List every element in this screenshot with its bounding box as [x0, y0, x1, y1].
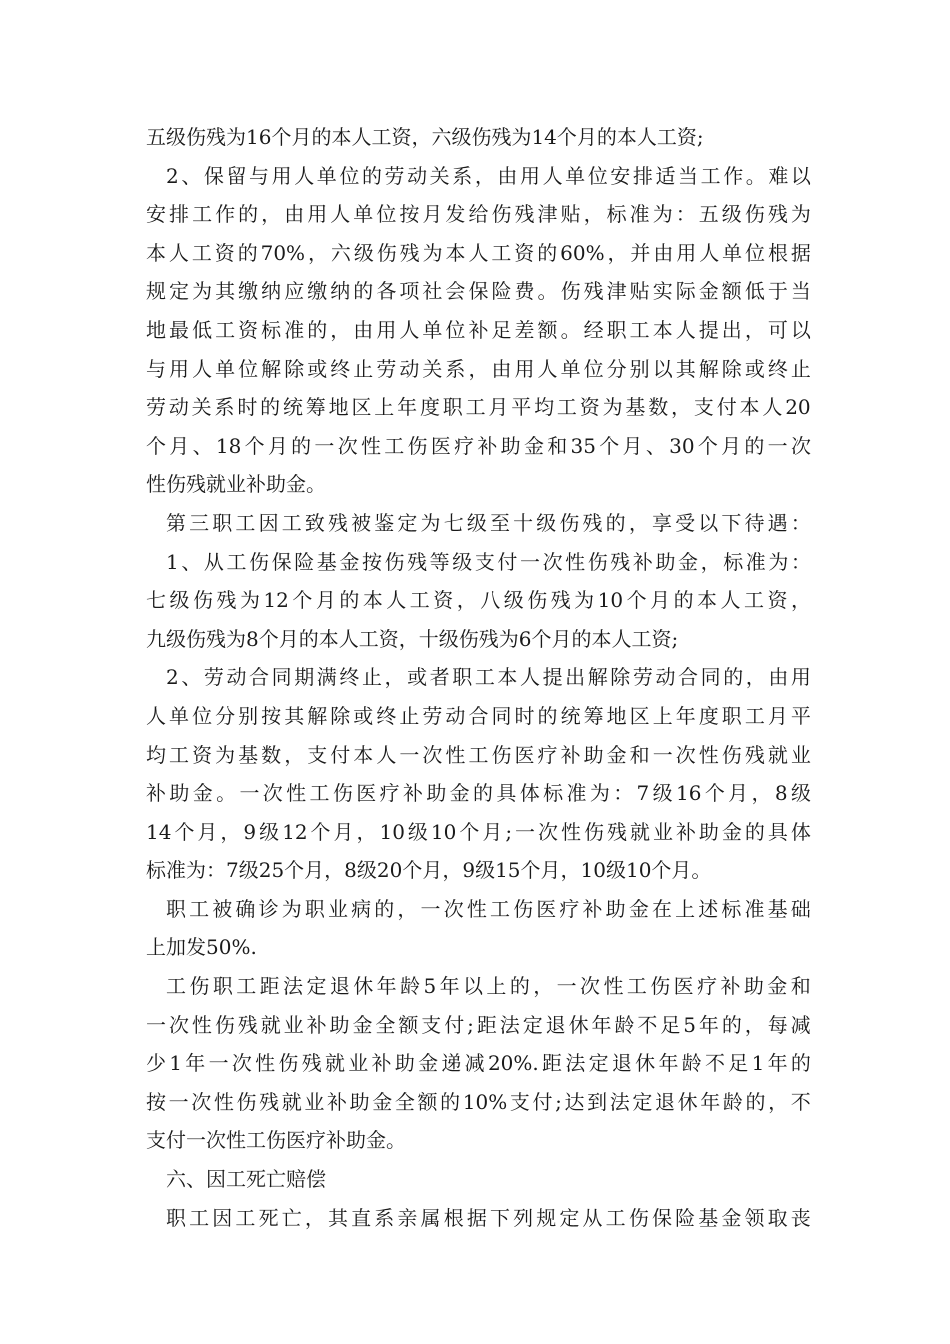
- text-line: 六、因工死亡赔偿: [166, 1167, 326, 1192]
- text-line: 规 定 为 其 缴 纳 应 缴 纳 的 各 项 社 会 保 险 费 。 伤 残 津 贴 实 际 金 额 低 于 当: [146, 279, 811, 304]
- text-line: 2 、 劳 动 合 同 期 满 终 止 ， 或 者 职 工 本 人 提 出 解 除 劳 动 合 同 的 ， 由 用: [166, 665, 811, 690]
- text-line: 均 工 资 为 基 数 ， 支 付 本 人 一 次 性 工 伤 医 疗 补 助 金 和 一 次 性 伤 残 就 业: [146, 742, 811, 767]
- text-line: 少 1 年 一 次 性 伤 残 就 业 补 助 金 递 减 20%. 距 法 定 退 休 年 龄 不 足 1 年 的: [146, 1051, 811, 1076]
- text-line: 按 一 次 性 伤 残 就 业 补 助 金 全 额 的 10% 支 付 ; 达 到 法 定 退 休 年 龄 的 ， 不: [146, 1089, 811, 1114]
- text-line: 职 工 因 工 死 亡 ， 其 直 系 亲 属 根 据 下 列 规 定 从 工 伤 保 险 基 金 领 取 丧: [166, 1205, 811, 1230]
- text-line: 本 人 工 资 的 70% ， 六 级 伤 残 为 本 人 工 资 的 60% ， 并 由 用 人 单 位 根 据: [146, 240, 811, 265]
- text-line: 劳 动 关 系 时 的 统 筹 地 区 上 年 度 职 工 月 平 均 工 资 为 基 数 ， 支 付 本 人 20: [146, 395, 811, 420]
- text-line: 支付一次性工伤医疗补助金。: [146, 1128, 406, 1153]
- text-line: 安 排 工 作 的 ， 由 用 人 单 位 按 月 发 给 伤 残 津 贴 ， 标 准 为 ： 五 级 伤 残 为: [146, 202, 811, 227]
- text-line: 标准为：7级25个月，8级20个月，9级15个月，10级10个月。: [146, 858, 712, 883]
- text-line: 职 工 被 确 诊 为 职 业 病 的 ， 一 次 性 工 伤 医 疗 补 助 金 在 上 述 标 准 基 础: [166, 896, 811, 921]
- text-line: 九级伤残为8个月的本人工资，十级伤残为6个月的本人工资;: [146, 626, 679, 651]
- text-line: 14 个 月 ， 9 级 12 个 月 ， 10 级 10 个 月 ; 一 次 性 伤 残 就 业 补 助 金 的 具 体: [146, 819, 811, 844]
- text-line: 补 助 金 。 一 次 性 工 伤 医 疗 补 助 金 的 具 体 标 准 为 ： 7 级 16 个 月 ， 8 级: [146, 781, 811, 806]
- text-line: 一 次 性 伤 残 就 业 补 助 金 全 额 支 付 ; 距 法 定 退 休 年 龄 不 足 5 年 的 ， 每 减: [146, 1012, 811, 1037]
- text-line: 七 级 伤 残 为 12 个 月 的 本 人 工 资 ， 八 级 伤 残 为 10 个 月 的 本 人 工 资 ，: [146, 588, 811, 613]
- text-line: 2 、 保 留 与 用 人 单 位 的 劳 动 关 系 ， 由 用 人 单 位 安 排 适 当 工 作 。 难 以: [166, 163, 811, 188]
- text-line: 地 最 低 工 资 标 准 的 ， 由 用 人 单 位 补 足 差 额 。 经 职 工 本 人 提 出 ， 可 以: [146, 317, 811, 342]
- text-line: 性伤残就业补助金。: [146, 472, 326, 497]
- text-line: 与 用 人 单 位 解 除 或 终 止 劳 动 关 系 ， 由 用 人 单 位 分 别 以 其 解 除 或 终 止: [146, 356, 811, 381]
- text-line: 工 伤 职 工 距 法 定 退 休 年 龄 5 年 以 上 的 ， 一 次 性 工 伤 医 疗 补 助 金 和: [166, 974, 811, 999]
- text-line: 上加发50%.: [146, 935, 257, 960]
- text-line: 五级伤残为16个月的本人工资，六级伤残为14个月的本人工资;: [146, 125, 704, 149]
- text-line: 1 、 从 工 伤 保 险 基 金 按 伤 残 等 级 支 付 一 次 性 伤 残 补 助 金 ， 标 准 为 ：: [166, 549, 811, 574]
- text-line: 个 月 、 18 个 月 的 一 次 性 工 伤 医 疗 补 助 金 和 35 个 月 、 30 个 月 的 一 次: [146, 433, 811, 458]
- text-line: 第 三 职 工 因 工 致 残 被 鉴 定 为 七 级 至 十 级 伤 残 的 ， 享 受 以 下 待 遇 ：: [166, 510, 811, 535]
- text-line: 人 单 位 分 别 按 其 解 除 或 终 止 劳 动 合 同 时 的 统 筹 地 区 上 年 度 职 工 月 平: [146, 703, 811, 728]
- document-body: [146, 118, 811, 1237]
